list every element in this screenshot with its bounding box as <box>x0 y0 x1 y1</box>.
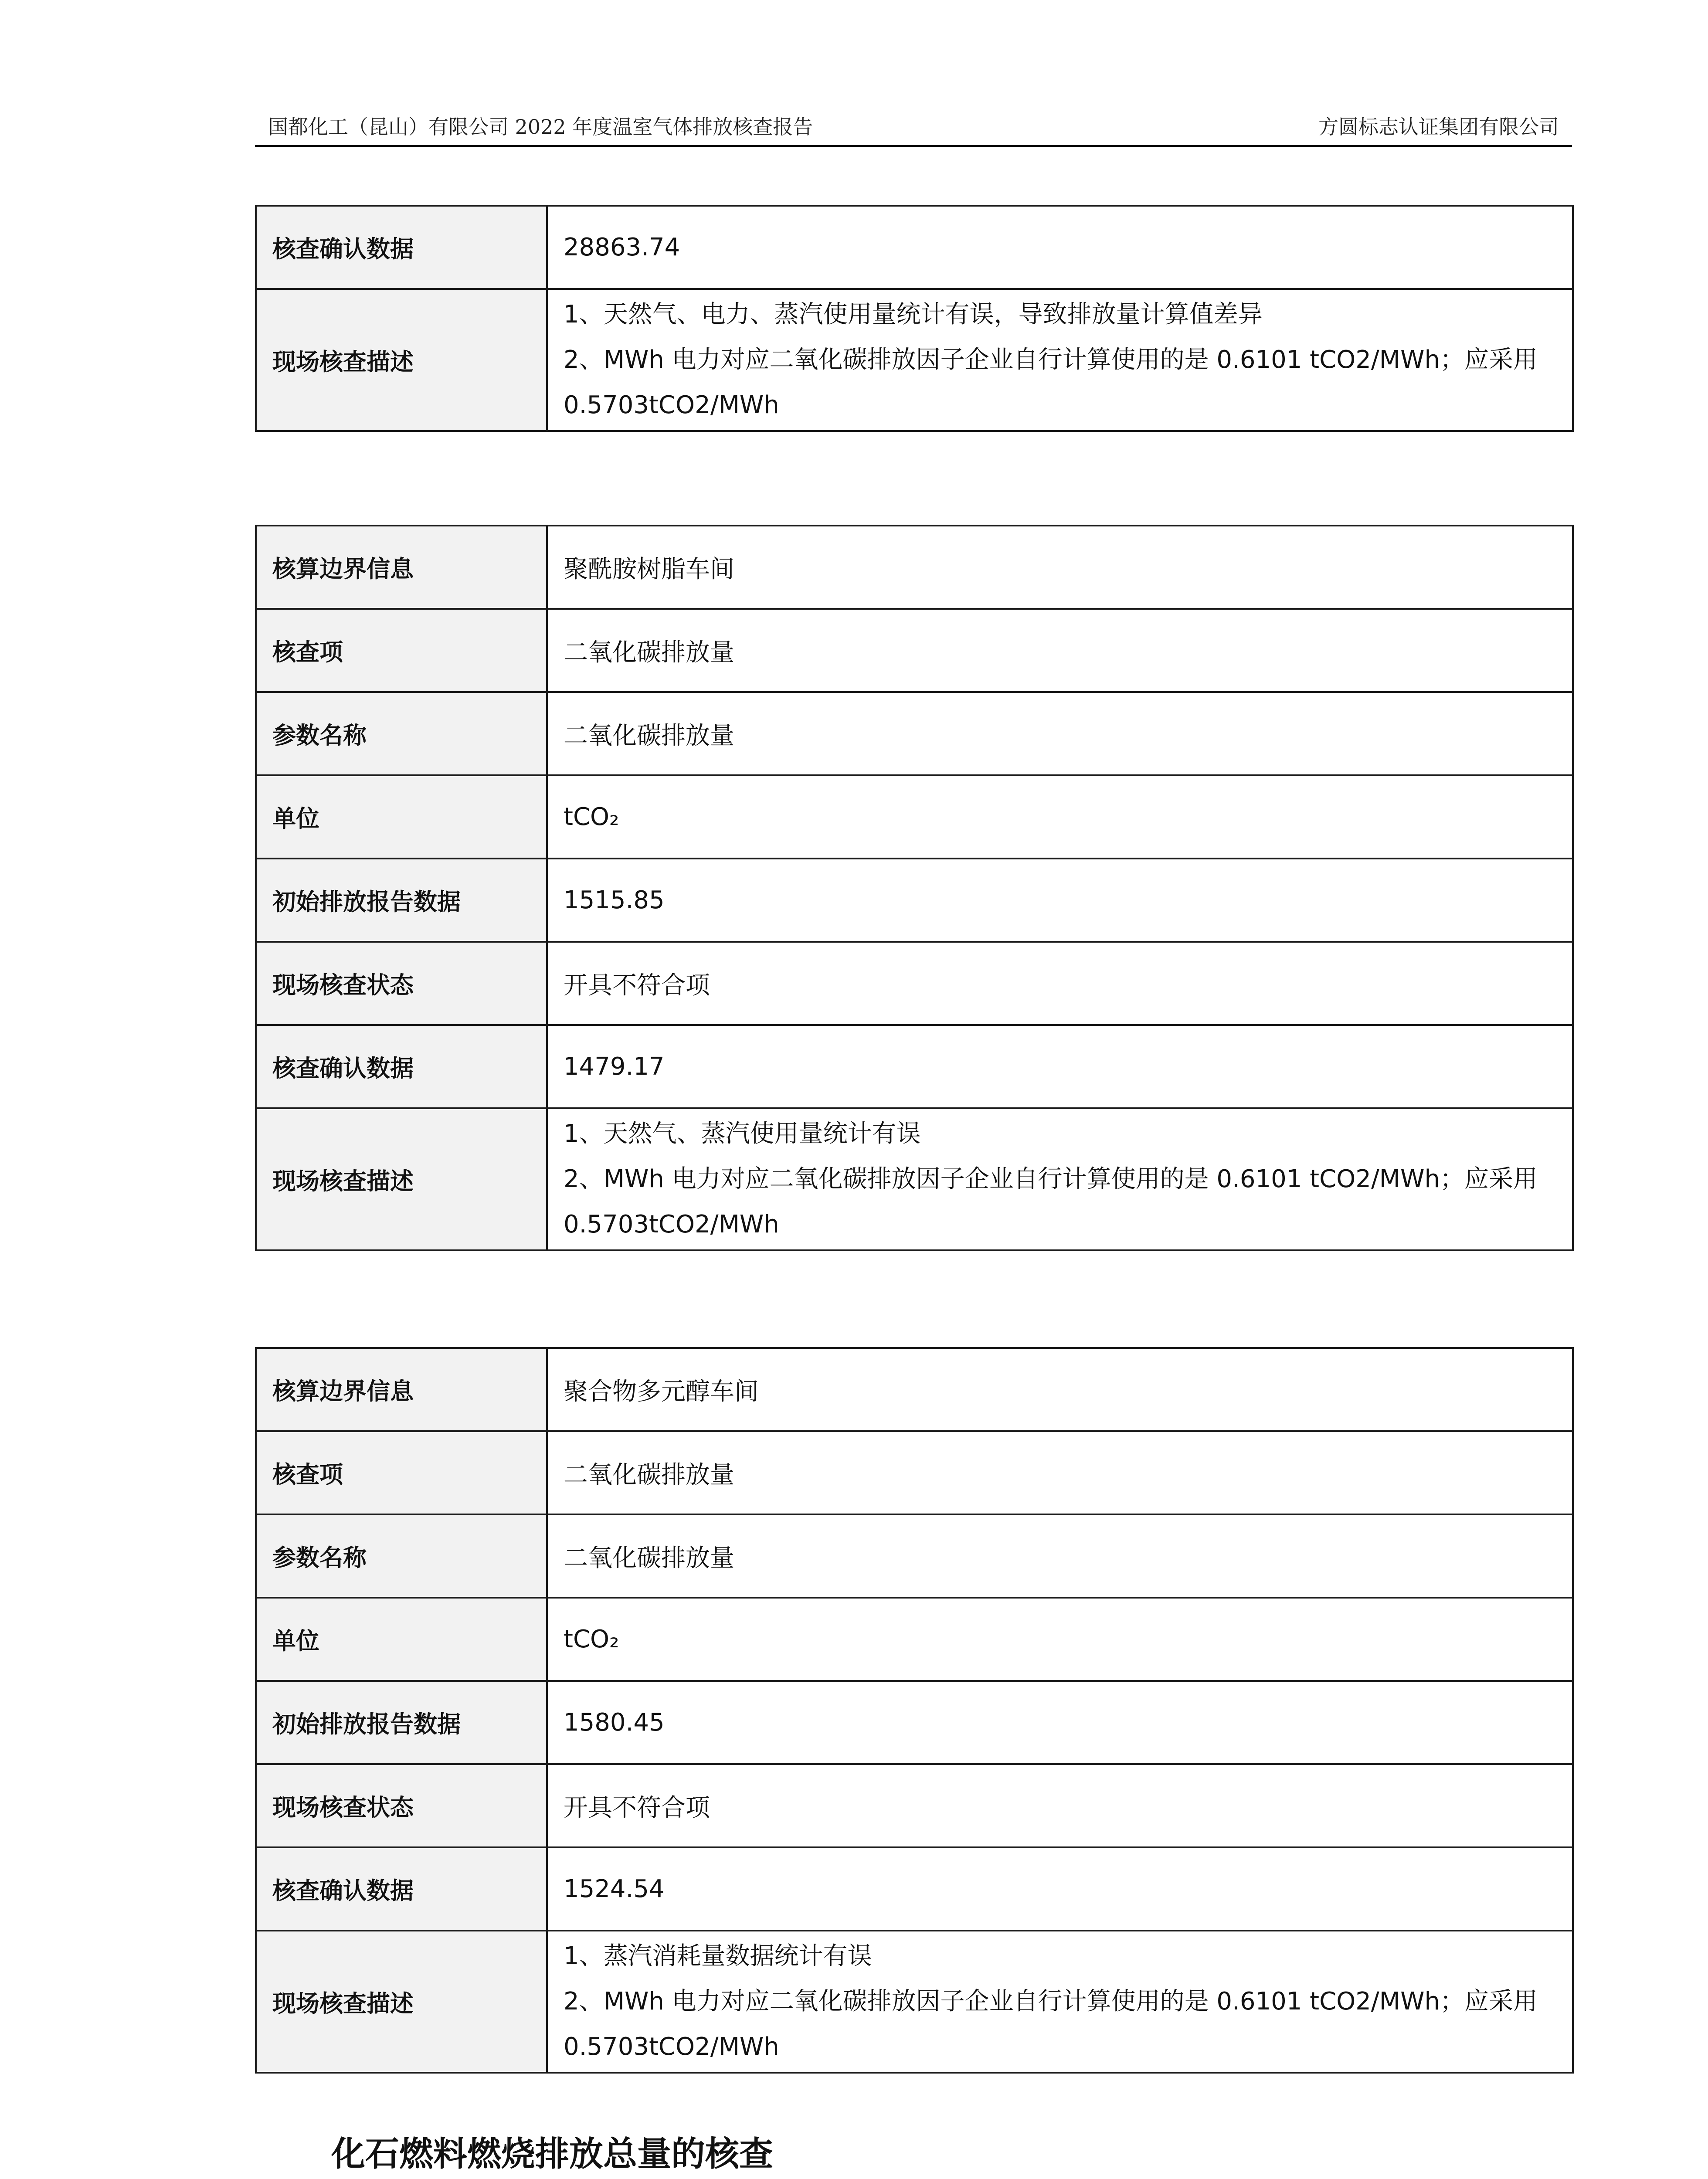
description-line: 2、MWh 电力对应二氧化碳排放因子企业自行计算使用的是 0.6101 tCO2/MWh；应采用 <box>564 1165 1538 1193</box>
table-row <box>256 692 1573 775</box>
row-label: 核查项 <box>256 1431 547 1514</box>
table-row <box>256 1514 1573 1598</box>
row-label: 核查确认数据 <box>256 1025 547 1108</box>
row-value: 28863.74 <box>547 206 1573 289</box>
row-label: 参数名称 <box>256 1514 547 1598</box>
table-row <box>256 526 1573 609</box>
row-label: 单位 <box>256 775 547 859</box>
row-value: 二氧化碳排放量 <box>547 692 1573 775</box>
table-row <box>256 775 1573 859</box>
table-row <box>256 942 1573 1025</box>
table-row <box>256 1348 1573 1431</box>
description-line: 0.5703tCO2/MWh <box>564 1210 779 1239</box>
verification-table-continued <box>255 205 1574 432</box>
header-report-title: 国都化工（昆山）有限公司 2022 年度温室气体排放核查报告 <box>268 115 813 139</box>
row-label: 初始排放报告数据 <box>256 859 547 942</box>
row-label: 核算边界信息 <box>256 526 547 609</box>
table-row <box>256 206 1573 289</box>
row-value: 1515.85 <box>547 859 1573 942</box>
row-value: 1580.45 <box>547 1681 1573 1764</box>
row-label: 核算边界信息 <box>256 1348 547 1431</box>
verification-table-polyamide <box>255 525 1574 1251</box>
verification-table-polyol <box>255 1347 1574 2074</box>
row-label: 现场核查描述 <box>256 1108 547 1250</box>
row-label: 单位 <box>256 1598 547 1681</box>
page-header <box>255 111 1572 147</box>
row-label: 现场核查描述 <box>256 1931 547 2073</box>
row-label: 参数名称 <box>256 692 547 775</box>
row-label: 核查确认数据 <box>256 1847 547 1931</box>
row-value: 聚酰胺树脂车间 <box>547 526 1573 609</box>
row-label: 现场核查描述 <box>256 289 547 431</box>
table-row <box>256 1025 1573 1108</box>
row-value: 开具不符合项 <box>547 942 1573 1025</box>
table-row-description <box>256 1108 1573 1250</box>
table-row <box>256 1681 1573 1764</box>
row-label: 现场核查状态 <box>256 1764 547 1847</box>
row-label: 核查确认数据 <box>256 206 547 289</box>
table-row <box>256 1764 1573 1847</box>
row-value: 二氧化碳排放量 <box>547 1514 1573 1598</box>
table-row <box>256 859 1573 942</box>
row-label: 初始排放报告数据 <box>256 1681 547 1764</box>
description-cell <box>547 289 1573 431</box>
description-line: 2、MWh 电力对应二氧化碳排放因子企业自行计算使用的是 0.6101 tCO2/MWh；应采用 <box>564 1987 1538 2016</box>
description-line: 2、MWh 电力对应二氧化碳排放因子企业自行计算使用的是 0.6101 tCO2/MWh；应采用 <box>564 346 1538 374</box>
description-cell <box>547 1108 1573 1250</box>
row-value: 1479.17 <box>547 1025 1573 1108</box>
table-row <box>256 1847 1573 1931</box>
row-label: 核查项 <box>256 609 547 692</box>
table-row <box>256 1431 1573 1514</box>
row-value: tCO₂ <box>547 1598 1573 1681</box>
description-cell <box>547 1931 1573 2073</box>
description-line: 0.5703tCO2/MWh <box>564 2033 779 2061</box>
row-value: 二氧化碳排放量 <box>547 609 1573 692</box>
row-value: 二氧化碳排放量 <box>547 1431 1573 1514</box>
description-line: 1、天然气、蒸汽使用量统计有误 <box>564 1120 921 1148</box>
table-row-description <box>256 1931 1573 2073</box>
description-line: 1、天然气、电力、蒸汽使用量统计有误，导致排放量计算值差异 <box>564 300 1263 329</box>
row-label: 现场核查状态 <box>256 942 547 1025</box>
row-value: 1524.54 <box>547 1847 1573 1931</box>
header-organization: 方圆标志认证集团有限公司 <box>1318 115 1559 139</box>
table-row <box>256 1598 1573 1681</box>
description-line: 0.5703tCO2/MWh <box>564 391 779 419</box>
description-line: 1、蒸汽消耗量数据统计有误 <box>564 1942 872 1970</box>
row-value: 聚合物多元醇车间 <box>547 1348 1573 1431</box>
table-row-description <box>256 289 1573 431</box>
row-value: 开具不符合项 <box>547 1764 1573 1847</box>
row-value: tCO₂ <box>547 775 1573 859</box>
section-heading: 化石燃料燃烧排放总量的核查 <box>331 2135 774 2174</box>
table-row <box>256 609 1573 692</box>
